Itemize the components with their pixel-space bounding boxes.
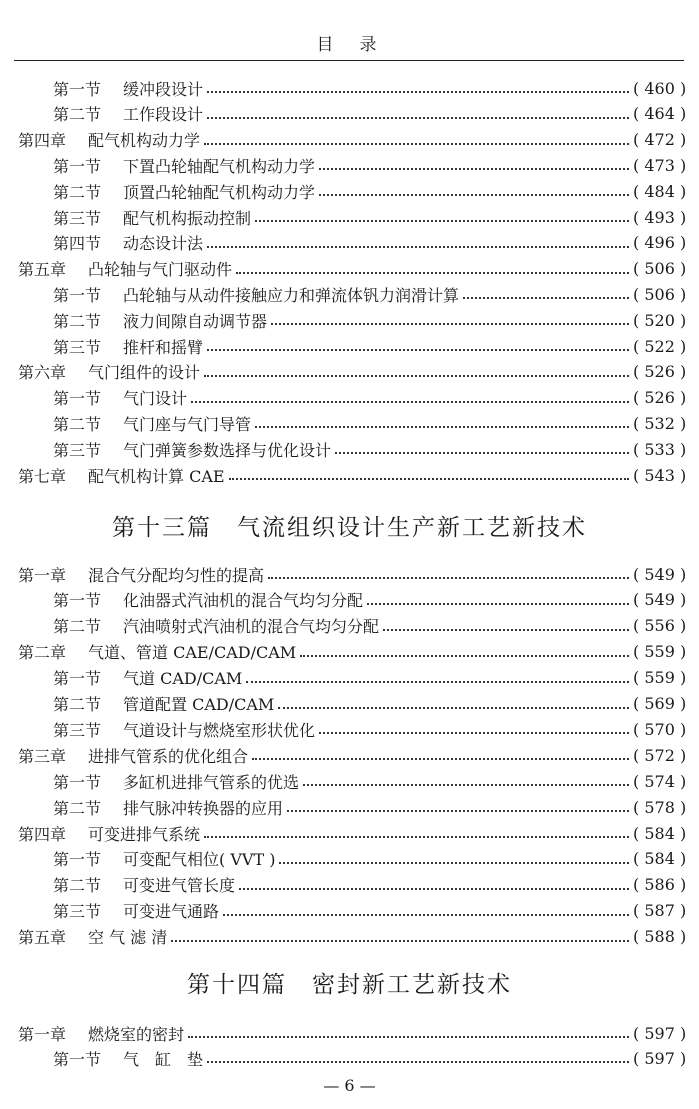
toc-entry-label: 第二节 [53, 798, 102, 818]
toc-entry-label: 第一节 [53, 850, 102, 870]
toc-entry-title: 排气脉冲转换器的应用 [123, 798, 284, 818]
toc-section-entry [0, 587, 699, 613]
toc-entry-title: 配气机构振动控制 [123, 208, 252, 228]
toc-section-entry [0, 101, 699, 127]
toc-entry-page: ( 496 ) [633, 233, 687, 253]
toc-entry-title: 推杆和摇臂 [123, 337, 204, 357]
dot-leader [268, 565, 629, 579]
toc-entry-page: ( 472 ) [633, 130, 687, 150]
dot-leader [279, 850, 629, 864]
toc-entry-title: 配气机构计算 CAE [88, 466, 225, 486]
dot-leader [207, 105, 629, 119]
dot-leader [367, 591, 629, 605]
dot-leader [223, 902, 629, 916]
toc-entry-page: ( 597 ) [633, 1048, 687, 1068]
toc-section-entry [0, 872, 699, 898]
toc-section-entry [0, 613, 699, 639]
toc-entry-title: 气门设计 [123, 389, 188, 409]
toc-entry-label: 第一节 [53, 772, 102, 792]
toc-entry-label: 第五章 [18, 928, 67, 948]
toc-entry-page: ( 584 ) [633, 823, 687, 843]
toc-entry-title: 气道设计与燃烧室形状优化 [123, 720, 316, 740]
toc-chapter-entry [0, 256, 699, 282]
dot-leader [239, 876, 629, 890]
toc-entry-page: ( 464 ) [633, 104, 687, 124]
toc-section-entry [0, 691, 699, 717]
toc-section-entry [0, 307, 699, 333]
toc-entry-page: ( 584 ) [633, 849, 687, 869]
page-number-footer: — 6 — [323, 1076, 376, 1095]
toc-entry-page: ( 578 ) [633, 797, 687, 817]
toc-entry-title: 可变配气相位( VVT ) [123, 850, 276, 870]
toc-chapter-entry [0, 742, 699, 768]
toc-entry-title: 可变进气管长度 [123, 876, 236, 896]
toc-section-entry [0, 178, 699, 204]
toc-entry-title: 气门弹簧参数选择与优化设计 [123, 440, 332, 460]
toc-chapter-entry [0, 462, 699, 488]
toc-entry-label: 第二节 [53, 617, 102, 637]
toc-entry-page: ( 533 ) [633, 439, 687, 459]
toc-entry-label: 第三节 [53, 337, 102, 357]
toc-entry-page: ( 556 ) [633, 616, 687, 636]
toc-entry-label: 第一节 [53, 1049, 102, 1069]
toc-entry-label: 第一节 [53, 79, 102, 99]
toc-entry-label: 第四章 [18, 131, 67, 151]
toc-entry-label: 第一章 [18, 565, 67, 585]
toc-section-entry [0, 281, 699, 307]
toc-entry-page: ( 473 ) [633, 155, 687, 175]
toc-entry-label: 第二节 [53, 182, 102, 202]
toc-entry-label: 第二节 [53, 414, 102, 434]
toc-entry-page: ( 520 ) [633, 310, 687, 330]
toc-entry-title: 可变进排气系统 [88, 824, 201, 844]
toc-entry-title: 汽油喷射式汽油机的混合气均匀分配 [123, 617, 380, 637]
dot-leader [383, 617, 629, 631]
toc-entry-page: ( 549 ) [633, 590, 687, 610]
toc-entry-title: 进排气管系的优化组合 [88, 746, 249, 766]
toc-entry-label: 第一章 [18, 1024, 67, 1044]
toc-entry-page: ( 588 ) [633, 927, 687, 947]
toc-section-entry [0, 768, 699, 794]
toc-entry-label: 第一节 [53, 156, 102, 176]
toc-entry-title: 气门组件的设计 [88, 363, 201, 383]
toc-entry-page: ( 597 ) [633, 1023, 687, 1043]
toc-entry-page: ( 484 ) [633, 181, 687, 201]
page-header: 目录 [316, 35, 403, 55]
toc-entry-page: ( 493 ) [633, 207, 687, 227]
toc-section-entry [0, 333, 699, 359]
dot-leader [229, 466, 629, 480]
dot-leader [191, 389, 629, 403]
toc-entry-page: ( 572 ) [633, 745, 687, 765]
toc-entry-page: ( 506 ) [633, 284, 687, 304]
toc-entry-title: 凸轮轴与从动件接触应力和弹流体钒力润滑计算 [123, 285, 460, 305]
toc-entry-label: 第二节 [53, 311, 102, 331]
dot-leader [236, 260, 629, 274]
toc-entry-page: ( 587 ) [633, 901, 687, 921]
dot-leader [255, 414, 629, 428]
header-rule [14, 60, 684, 61]
toc-entry-title: 气道、管道 CAE/CAD/CAM [88, 643, 297, 663]
toc-entry-page: ( 532 ) [633, 413, 687, 433]
toc-entry-label: 第三节 [53, 208, 102, 228]
toc-entry-title: 混合气分配均匀性的提高 [88, 565, 265, 585]
toc-entry-title: 气 缸 垫 [123, 1049, 204, 1069]
toc-section-entry [0, 846, 699, 872]
toc-entry-label: 第一节 [53, 389, 102, 409]
toc-chapter-entry [0, 359, 699, 385]
toc-entry-page: ( 559 ) [633, 668, 687, 688]
toc-entry-title: 下置凸轮轴配气机构动力学 [123, 156, 316, 176]
toc-chapter-entry [0, 127, 699, 153]
toc-section-entry [0, 152, 699, 178]
part-13-title: 第十三篇 气流组织设计生产新工艺新技术 [112, 515, 587, 541]
dot-leader [204, 363, 629, 377]
dot-leader [207, 79, 629, 93]
dot-leader [319, 182, 629, 196]
toc-entry-page: ( 543 ) [633, 465, 687, 485]
toc-entry-page: ( 526 ) [633, 388, 687, 408]
dot-leader [255, 208, 629, 222]
toc-entry-label: 第二节 [53, 876, 102, 896]
toc-entry-label: 第一节 [53, 285, 102, 305]
toc-entry-page: ( 569 ) [633, 694, 687, 713]
toc-section-entry [0, 230, 699, 256]
dot-leader [188, 1024, 629, 1038]
toc-entry-page: ( 506 ) [633, 259, 687, 279]
toc-entry-title: 缓冲段设计 [123, 79, 204, 99]
dot-leader [207, 337, 629, 351]
toc-section-entry [0, 75, 699, 101]
dot-leader [204, 131, 629, 145]
toc-entry-title: 凸轮轴与气门驱动件 [88, 260, 233, 280]
dot-leader [252, 746, 629, 760]
toc-chapter-entry [0, 561, 699, 587]
toc-entry-title: 管道配置 CAD/CAM [123, 695, 275, 714]
dot-leader [319, 156, 629, 170]
dot-leader [171, 928, 629, 942]
dot-leader [278, 695, 629, 709]
dot-leader [303, 772, 629, 786]
dot-leader [319, 720, 629, 734]
toc-entry-label: 第二节 [53, 105, 102, 125]
toc-section-entry [0, 385, 699, 411]
toc-section-entry [0, 716, 699, 742]
dot-leader [204, 824, 629, 838]
toc-chapter-entry [0, 639, 699, 665]
toc-entry-title: 液力间隙自动调节器 [123, 311, 268, 331]
toc-entry-label: 第一节 [53, 591, 102, 611]
toc-chapter-entry [0, 1020, 699, 1046]
dot-leader [287, 798, 629, 812]
toc-entry-label: 第二章 [18, 643, 67, 663]
toc-entry-label: 第二节 [53, 695, 102, 714]
toc-section-entry [0, 436, 699, 462]
toc-entry-page: ( 549 ) [633, 564, 687, 584]
toc-entry-label: 第三节 [53, 440, 102, 460]
toc-section-entry [0, 794, 699, 820]
dot-leader [207, 234, 629, 248]
toc-entry-label: 第三章 [18, 746, 67, 766]
dot-leader [463, 285, 629, 299]
toc-entry-label: 第七章 [18, 466, 67, 486]
toc-entry-title: 顶置凸轮轴配气机构动力学 [123, 182, 316, 202]
toc-entry-page: ( 460 ) [633, 78, 687, 98]
toc-section-entry [0, 1045, 699, 1071]
toc-entry-title: 可变进气通路 [123, 902, 220, 922]
part-14-title: 第十四篇 密封新工艺新技术 [187, 972, 512, 998]
toc-entry-page: ( 586 ) [633, 875, 687, 895]
toc-entry-page: ( 559 ) [633, 642, 687, 662]
toc-entry-title: 工作段设计 [123, 105, 204, 125]
toc-entry-title: 空 气 滤 清 [88, 928, 168, 948]
dot-leader [207, 1049, 629, 1063]
toc-section-entry [0, 410, 699, 436]
toc-entry-title: 多缸机进排气管系的优选 [123, 772, 300, 792]
toc-entry-page: ( 526 ) [633, 362, 687, 382]
toc-chapter-entry [0, 924, 699, 950]
dot-leader [335, 440, 629, 454]
toc-entry-label: 第六章 [18, 363, 67, 383]
toc-entry-label: 第三节 [53, 902, 102, 922]
dot-leader [271, 311, 629, 325]
toc-entry-title: 气门座与气门导管 [123, 414, 252, 434]
toc-section-entry [0, 665, 699, 691]
dot-leader [300, 643, 629, 657]
toc-entry-label: 第四章 [18, 824, 67, 844]
toc-section-entry [0, 898, 699, 924]
toc-entry-label: 第五章 [18, 260, 67, 280]
toc-entry-label: 第三节 [53, 720, 102, 740]
dot-leader [246, 669, 629, 683]
toc-entry-title: 燃烧室的密封 [88, 1024, 185, 1044]
toc-entry-title: 动态设计法 [123, 234, 204, 254]
toc-entry-label: 第四节 [53, 234, 102, 254]
toc-entry-title: 气道 CAD/CAM [123, 669, 243, 689]
toc-entry-title: 化油器式汽油机的混合气均匀分配 [123, 591, 364, 611]
toc-entry-page: ( 522 ) [633, 336, 687, 356]
toc-section-entry [0, 204, 699, 230]
toc-chapter-entry [0, 820, 699, 846]
toc-entry-page: ( 570 ) [633, 719, 687, 739]
toc-entry-page: ( 574 ) [633, 771, 687, 791]
toc-entry-label: 第一节 [53, 669, 102, 689]
toc-entry-title: 配气机构动力学 [88, 131, 201, 151]
